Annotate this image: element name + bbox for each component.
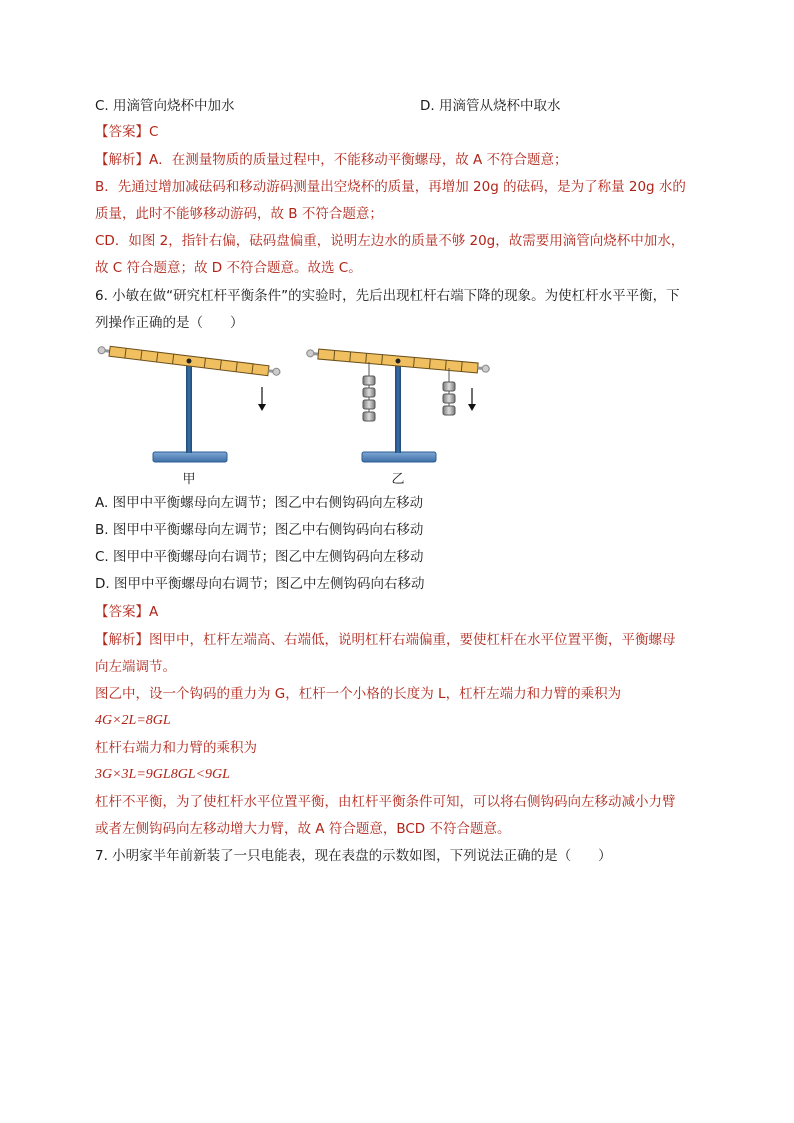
figure-label-jia: 甲 xyxy=(182,472,196,487)
answer-tag: 【答案】 xyxy=(95,124,149,140)
lever-jia xyxy=(97,345,281,462)
analysis-text: 向左端调节。 xyxy=(95,659,176,675)
formula: 3G×3L=9GL8GL<9GL xyxy=(95,767,230,782)
option-d: D. 图甲中平衡螺母向右调节；图乙中左侧钩码向右移动 xyxy=(95,576,425,592)
question-7-stem: 7. 小明家半年前新装了一只电能表，现在表盘的示数如图，下列说法正确的是（ ） xyxy=(95,848,612,864)
answer-line xyxy=(95,122,158,142)
answer-line xyxy=(95,602,158,622)
answer-value: C xyxy=(149,124,159,140)
lever-yi xyxy=(306,348,490,462)
analysis-text: 图乙中，设一个钩码的重力为 G，杠杆一个小格的长度为 L，杠杆左端力和力臂的乘积为 xyxy=(95,686,622,702)
answer-value: A xyxy=(149,604,159,620)
option-b: B. 图甲中平衡螺母向左调节；图乙中右侧钩码向右移动 xyxy=(95,522,424,538)
analysis-text: 故 C 符合题意；故 D 不符合题意。故选 C。 xyxy=(95,260,362,276)
lever-figure xyxy=(95,340,505,490)
option-d: D. 用滴管从烧杯中取水 xyxy=(420,98,561,114)
analysis-line xyxy=(95,630,676,650)
analysis-text: 图甲中，杠杆左端高、右端低，说明杠杆右端偏重，要使杠杆在水平位置平衡，平衡螺母 xyxy=(149,632,676,648)
left-weights xyxy=(363,362,375,421)
option-c: C. 图甲中平衡螺母向右调节；图乙中左侧钩码向左移动 xyxy=(95,549,424,565)
option-a: A. 图甲中平衡螺母向左调节；图乙中右侧钩码向左移动 xyxy=(95,495,424,511)
stand-pole xyxy=(186,359,192,453)
analysis-text: A．在测量物质的质量过程中，不能移动平衡螺母，故 A 不符合题意； xyxy=(149,152,568,168)
question-6-stem: 6. 小敏在做“研究杠杆平衡条件”的实验时，先后出现杠杆右端下降的现象。为使杠杆水平平衡，下 xyxy=(95,288,680,304)
question-6-stem: 列操作正确的是（ ） xyxy=(95,315,244,331)
answer-tag: 【答案】 xyxy=(95,604,149,620)
stand-base xyxy=(153,452,227,462)
formula: 4G×2L=8GL xyxy=(95,713,171,728)
option-c: C. 用滴管向烧杯中加水 xyxy=(95,98,235,114)
analysis-text: CD．如图 2，指针右偏，砝码盘偏重，说明左边水的质量不够 20g，故需要用滴管向烧杯中加水， xyxy=(95,233,685,249)
down-arrow-icon xyxy=(468,388,476,411)
right-weights xyxy=(443,368,455,415)
analysis-tag: 【解析】 xyxy=(95,152,149,168)
stand-base xyxy=(362,452,436,462)
analysis-text: 质量，此时不能够移动游码，故 B 不符合题意； xyxy=(95,206,383,222)
analysis-text: B．先通过增加减砝码和移动游码测量出空烧杯的质量，再增加 20g 的砝码，是为了称量 20g 水的 xyxy=(95,179,686,195)
analysis-tag: 【解析】 xyxy=(95,632,149,648)
analysis-text: 或者左侧钩码向左移动增大力臂，故 A 符合题意，BCD 不符合题意。 xyxy=(95,821,511,837)
figure-label-yi: 乙 xyxy=(391,472,405,487)
stand-pole xyxy=(395,359,401,453)
analysis-line xyxy=(95,150,568,170)
analysis-text: 杠杆右端力和力臂的乘积为 xyxy=(95,740,257,756)
down-arrow-icon xyxy=(258,387,266,411)
analysis-text: 杠杆不平衡，为了使杠杆水平位置平衡，由杠杆平衡条件可知，可以将右侧钩码向左移动减小力臂 xyxy=(95,794,676,810)
